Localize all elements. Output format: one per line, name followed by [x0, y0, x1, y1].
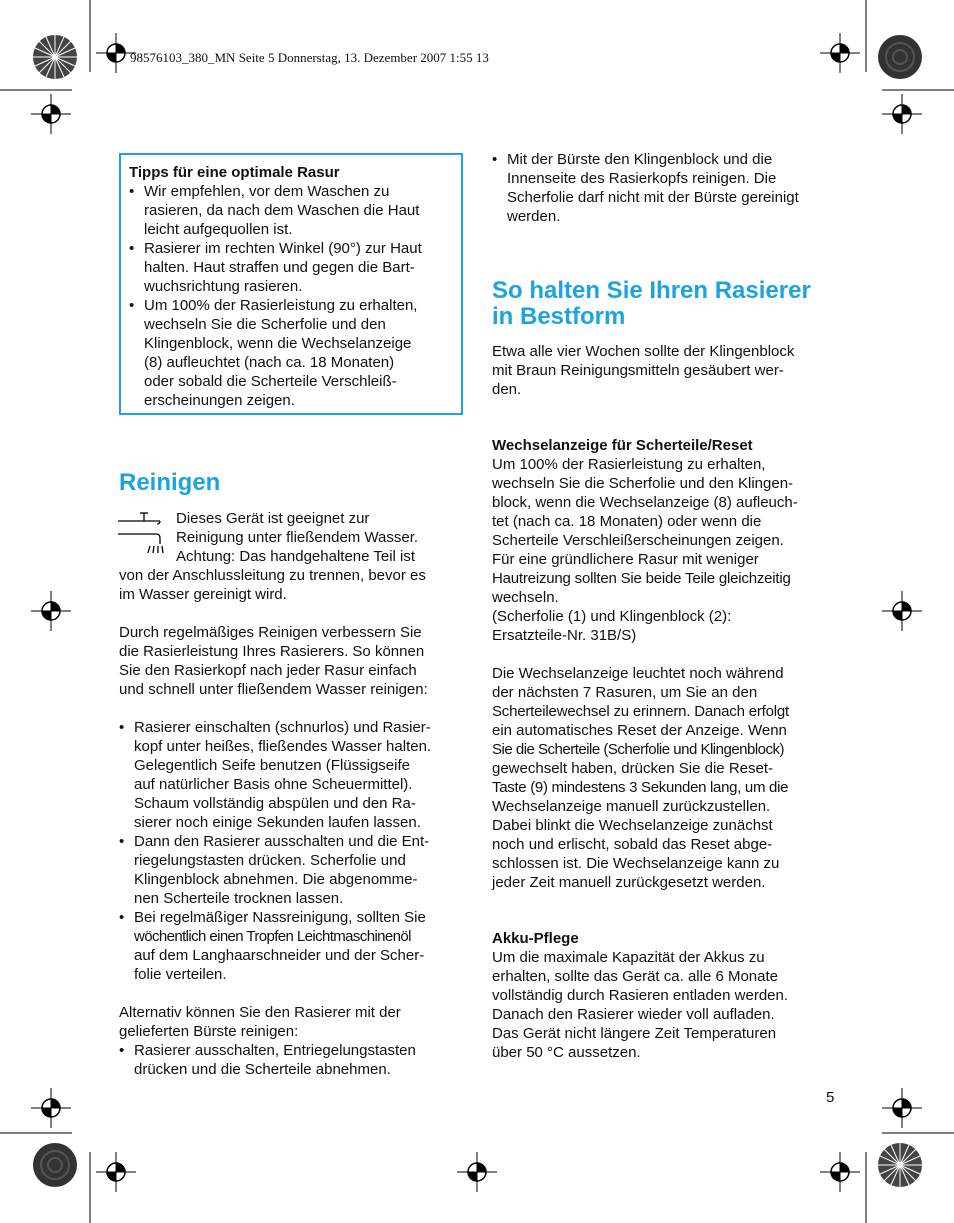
reinigen-intro: Dieses Gerät ist geeignet zur Reinigung unter fließendem Wasser. Achtung: Das handgehaltene Teil ist von der Anschlussleitung zu trennen, bevor es im Wasser gereinigt wird. Durch regelmäßiges Reinigen verbessern Sie die Rasierleistung Ihres Rasierers. So können Sie den Rasierkopf nach jeder Rasur einfach und schnell unter fließendem Wasser reinigen: • Rasierer einschalten (schnurlos) und Rasier- kopf unter heißes, fließendes Wasser halten. Gelegentlich Seife benutzen (Flüssigseife auf natürlicher Basis ohne Scheuermittel). Schaum vollständig abspülen und den Ra- sierer noch einige Sekunden laufen lassen. • Dann den Rasierer ausschalten und die Ent- riegelungstasten drücken. Scherfolie und Klingenblock abnehmen. Die abgenomme- nen Scherteile trocknen lassen. • Bei regelmäßiger Nassreinigung, sollten Sie wöchentlich einen Tropfen Leichtmaschinenöl auf dem Langhaarschneider und der Scher- folie verteilen. Alternativ können Sie den Rasierer mit der gelieferten Bürste reinigen: • Rasierer ausschalten, Entriegelungstasten drücken und die Scherteile abnehmen. — [119, 509, 469, 1079]
registration-mark-icon — [31, 94, 71, 134]
brush-list — [492, 150, 842, 226]
section-heading-reinigen: Reinigen — [119, 469, 221, 496]
list-item: • Mit der Bürste den Klingenblock und die Innenseite des Rasierkopfs reinigen. Die Scherfolie darf nicht mit der Bürste gereinigt werden. — [492, 150, 842, 226]
list-item: • Wir empfehlen, vor dem Waschen zu rasieren, da nach dem Waschen die Haut leicht aufgequollen ist. — [129, 182, 461, 239]
reinigen-paragraph-2: Alternativ können Sie den Rasierer mit der gelieferten Bürste reinigen: — [119, 1004, 401, 1040]
print-slug: 98576103_380_MN Seite 5 Donnerstag, 13. Dezember 2007 1:55 13 — [130, 50, 489, 65]
star-target-icon — [32, 1142, 78, 1188]
star-target-icon — [877, 1142, 923, 1188]
registration-mark-icon — [820, 33, 860, 73]
registration-mark-icon — [96, 1152, 136, 1192]
list-item: • Rasierer ausschalten, Entriegelungstasten drücken und die Scherteile abnehmen. — [119, 1041, 469, 1079]
reinigen-paragraph: Durch regelmäßiges Reinigen verbessern Sie die Rasierleistung Ihres Rasierers. So können Sie den Rasierkopf nach jeder Rasur einfach und schnell unter fließendem Wasser reinigen: — [119, 624, 428, 698]
list-item: • Rasierer einschalten (schnurlos) und Rasier- kopf unter heißes, fließendes Wasser halten. Gelegentlich Seife benutzen (Flüssigseife auf natürlicher Basis ohne Scheuermittel). Schaum vollständig abspülen und den Ra- sierer noch einige Sekunden laufen lassen. — [119, 718, 469, 832]
section-heading-bestform: So halten Sie Ihren Rasierer in Bestform — [492, 277, 811, 330]
tips-box — [119, 153, 463, 415]
list-item: • Bei regelmäßiger Nassreinigung, sollten Sie wöchentlich einen Tropfen Leichtmaschinenöl auf dem Langhaarschneider und der Scher- folie verteilen. — [119, 908, 469, 984]
wechsel-paragraph: Um 100% der Rasierleistung zu erhalten, wechseln Sie die Scherfolie und den Klingen- block, wenn die Wechselanzeige (8) aufleuch- tet (nach ca. 18 Monaten) oder wenn die Scherteile Verschleißerscheinungen zeigen. Für eine gründlichere Rasur mit weniger Hautreizung sollten Sie beide Teile gleichzeitig wechseln. (Scherfolie (1) und Klingenblock (2): Ersatzteile-Nr. 31B/S) — [492, 456, 798, 644]
list-item: • Rasierer im rechten Winkel (90°) zur Haut halten. Haut straffen und gegen die Bart- wuchsrichtung rasieren. — [129, 239, 461, 296]
reinigen-list — [119, 718, 469, 984]
registration-mark-icon — [820, 1152, 860, 1192]
list-item: • Dann den Rasierer ausschalten und die Ent- riegelungstasten drücken. Scherfolie und Klingenblock abnehmen. Die abgenomme- nen Scherteile trocknen lassen. — [119, 832, 469, 908]
bestform-paragraph: Etwa alle vier Wochen sollte der Klingenblock mit Braun Reinigungsmitteln gesäubert wer- den. — [492, 343, 795, 398]
tips-list — [129, 182, 461, 410]
list-item: • Um 100% der Rasierleistung zu erhalten, wechseln Sie die Scherfolie und den Klingenblock, wenn die Wechselanzeige (8) aufleuchtet (nach ca. 18 Monaten) oder sobald die Scherteile Verschleiß- erscheinungen zeigen. — [129, 296, 461, 410]
registration-mark-icon — [882, 591, 922, 631]
registration-mark-icon — [31, 1088, 71, 1128]
reinigen-list-2 — [119, 1041, 469, 1079]
akku-title: Akku-Pflege — [492, 930, 579, 947]
registration-mark-icon — [457, 1152, 497, 1192]
registration-mark-icon — [31, 591, 71, 631]
page-number: 5 — [826, 1089, 835, 1106]
wechsel-title: Wechselanzeige für Scherteile/Reset — [492, 437, 753, 454]
registration-mark-icon — [882, 94, 922, 134]
wechsel-paragraph-2: Die Wechselanzeige leuchtet noch während der nächsten 7 Rasuren, um Sie an den Scherteilewechsel zu erinnern. Danach erfolgt ein automatisches Reset der Anzeige. Wenn Sie die Scherteile (Scherfolie und Klingenblock) gewechselt haben, drücken Sie die Reset- Taste (9) mindestens 3 Sekunden lang, um die Wechselanzeige manuell zurückzustellen. Dabei blinkt die Wechselanzeige zunächst noch und erlischt, sobald das Reset abge- schlossen ist. Die Wechselanzeige kann zu jeder Zeit manuell zurückgesetzt werden. — [492, 665, 789, 891]
registration-mark-icon — [882, 1088, 922, 1128]
right-column — [492, 150, 842, 226]
star-target-icon — [32, 34, 78, 80]
right-column-body — [492, 342, 842, 1062]
akku-paragraph: Um die maximale Kapazität der Akkus zu erhalten, sollte das Gerät ca. alle 6 Monate vollständig durch Rasieren entladen werden. Danach den Rasierer wieder voll aufladen. Das Gerät nicht längere Zeit Temperaturen über 50 °C aussetzen. — [492, 949, 789, 1061]
tips-title: Tipps für eine optimale Rasur — [129, 164, 340, 181]
star-target-icon — [877, 34, 923, 80]
